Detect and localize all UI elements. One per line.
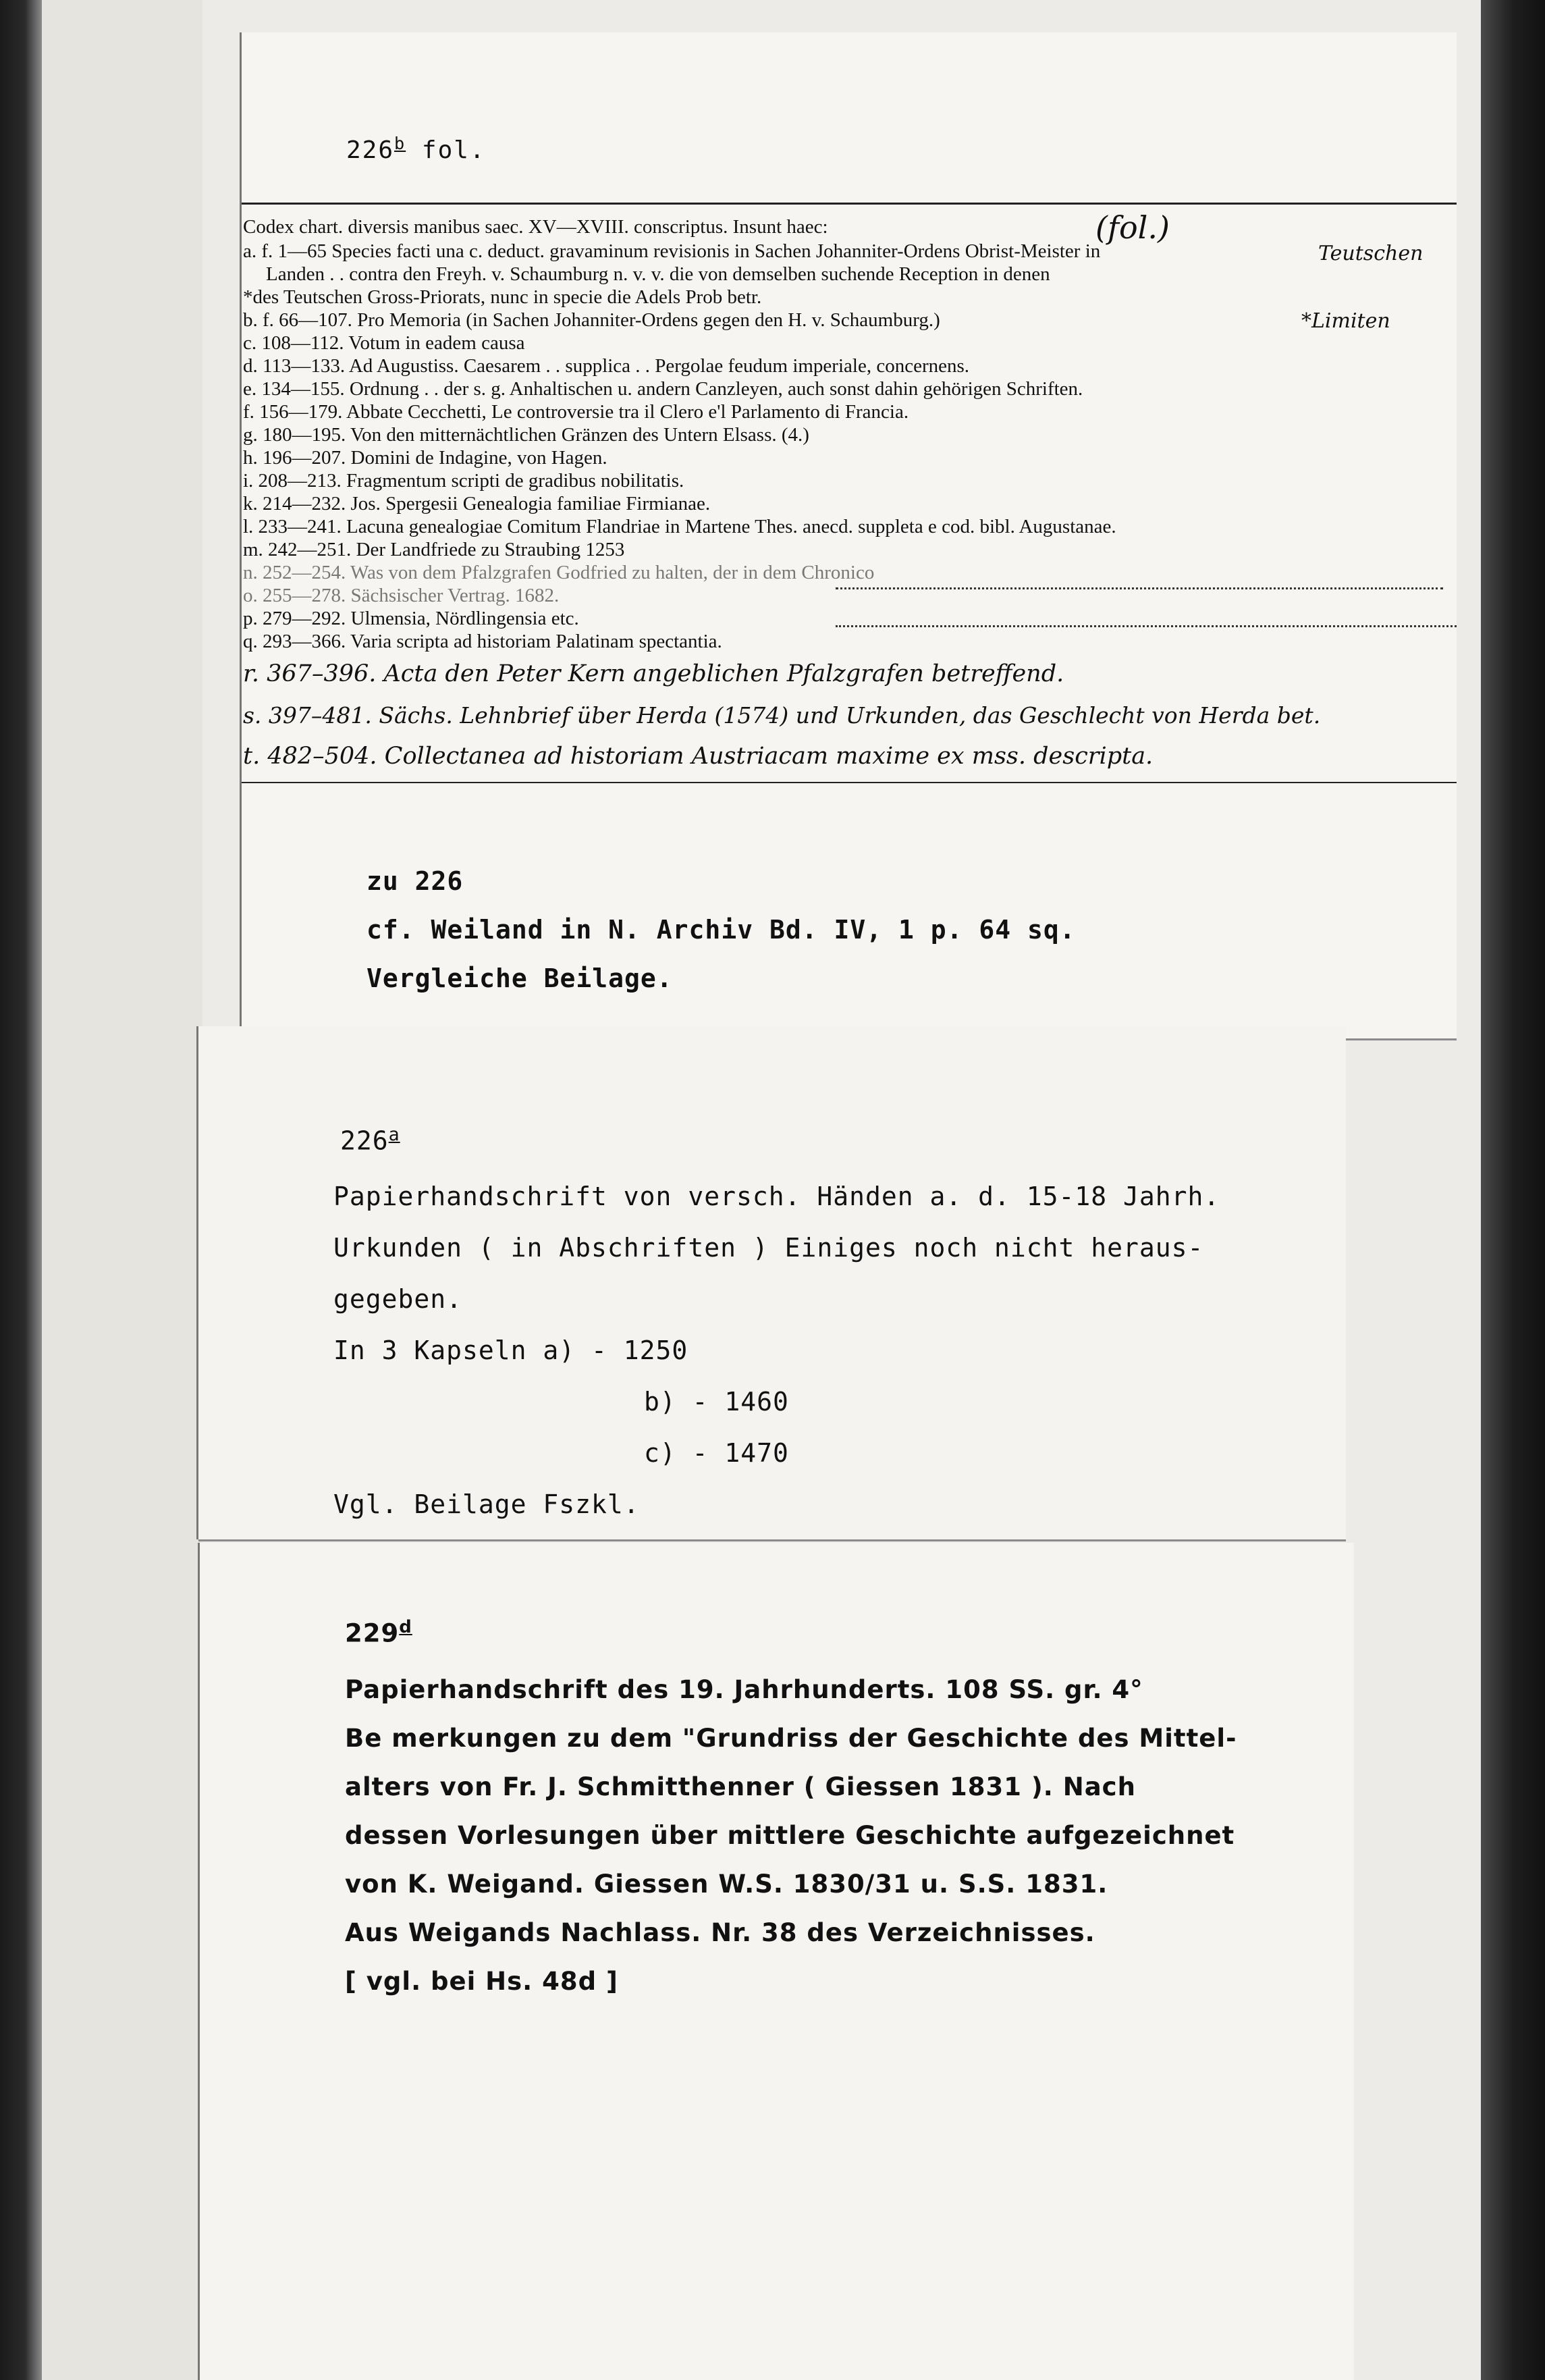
scanner-left-edge [0, 0, 42, 2380]
entry-i: i. 208—213. Fragmentum scripti de gradibus nobilitatis. [243, 470, 684, 492]
entry-b: b. f. 66—107. Pro Memoria (in Sachen Johanniter-Ordens gegen den H. v. Schaumburg.) [243, 309, 940, 331]
bot-line-7: [ vgl. bei Hs. 48d ] [345, 1967, 618, 1996]
entry-o: o. 255—278. Sächsischer Vertrag. 1682. [243, 585, 560, 606]
entry-c: c. 108—112. Votum in eadem causa [243, 332, 525, 354]
entry-a-3: *des Teutschen Gross-Priorats, nunc in specie die Adels Prob betr. [243, 286, 762, 308]
mid-line-6: c) - 1470 [644, 1438, 789, 1468]
divider [242, 203, 1457, 205]
entry-k: k. 214—232. Jos. Spergesii Genealogia familiae Firmianae. [243, 493, 711, 514]
catalog-card-229d [200, 1543, 1354, 2380]
entry-r-handwritten: r. 367–396. Acta den Peter Kern angeblichen Pfalzgrafen betreffend. [243, 660, 1064, 687]
entry-f: f. 156—179. Abbate Cecchetti, Le controversie tra il Clero e'l Parlamento di Francia. [243, 401, 909, 423]
note-weiland: cf. Weiland in N. Archiv Bd. IV, 1 p. 64 sq. [367, 915, 1076, 945]
catalog-card-226b [242, 32, 1457, 1038]
entry-d: d. 113—133. Ad Augustiss. Caesarem . . supplica . . Pergolae feudum imperiale, concernens. [243, 355, 970, 377]
card-number: 226$^a$ [340, 1124, 400, 1156]
note-zu-226: zu 226 [367, 866, 464, 896]
entry-a: a. f. 1—65 Species facti una c. deduct. gravaminum revisionis in Sachen Johanniter-Ordens Obrist-Meister in [243, 240, 1101, 262]
entry-q: q. 293—366. Varia scripta ad historiam Palatinam spectantia. [243, 631, 722, 652]
catalog-card-226a [198, 1026, 1346, 1539]
entry-l: l. 233—241. Lacuna genealogiae Comitum Flandriae in Martene Thes. anecd. suppleta e cod. bibl. Augustanae. [243, 516, 1116, 537]
bot-line-5: von K. Weigand. Giessen W.S. 1830/31 u. S.S. 1831. [345, 1870, 1108, 1899]
overwritten-rule [836, 587, 1443, 591]
entry-a-2: Landen . . contra den Freyh. v. Schaumburg n. v. v. die von demselben suchende Reception in denen [266, 263, 1050, 285]
entry-t-handwritten: t. 482–504. Collectanea ad historiam Austriacam maxime ex mss. descripta. [243, 743, 1154, 770]
divider [242, 782, 1457, 783]
note-beilage: Vergleiche Beilage. [367, 963, 673, 993]
margin-note-teutschen: Teutschen [1318, 242, 1424, 265]
bot-line-3: alters von Fr. J. Schmitthenner ( Giessen 1831 ). Nach [345, 1772, 1136, 1801]
entry-s-handwritten: s. 397–481. Sächs. Lehnbrief über Herda (1574) und Urkunden, das Geschlecht von Herda bet. [243, 702, 1321, 729]
bot-line-2: Be merkungen zu dem "Grundriss der Geschichte des Mittel- [345, 1724, 1237, 1753]
mid-line-5: b) - 1460 [644, 1387, 789, 1417]
mid-line-1: Papierhandschrift von versch. Händen a. d. 15-18 Jahrh. [333, 1182, 1220, 1211]
entry-g: g. 180—195. Von den mitternächtlichen Gränzen des Untern Elsass. (4.) [243, 424, 809, 446]
entry-p: p. 279—292. Ulmensia, Nördlingensia etc. [243, 608, 579, 629]
folio-heading: 226$^b$ fol. [346, 134, 486, 164]
bot-line-4: dessen Vorlesungen über mittlere Geschichte aufgezeichnet [345, 1821, 1235, 1850]
dotted-rule [836, 625, 1457, 629]
codex-handwritten: (fol.) [1095, 209, 1170, 246]
bot-line-1: Papierhandschrift des 19. Jahrhunderts. 108 SS. gr. 4° [345, 1675, 1143, 1704]
bot-line-6: Aus Weigands Nachlass. Nr. 38 des Verzeichnisses. [345, 1918, 1095, 1947]
entry-m: m. 242—251. Der Landfriede zu Straubing 1253 [243, 539, 625, 560]
codex-line: Codex chart. diversis manibus saec. XV—XVIII. conscriptus. Insunt haec: [243, 216, 828, 238]
card-number: 229$^d$ [345, 1617, 412, 1648]
entry-e: e. 134—155. Ordnung . . der s. g. Anhaltischen u. andern Canzleyen, auch sonst dahin gehörigen Schriften. [243, 378, 1083, 400]
mid-line-3: gegeben. [333, 1284, 463, 1314]
mid-line-2: Urkunden ( in Abschriften ) Einiges noch nicht heraus- [333, 1233, 1204, 1263]
entry-h: h. 196—207. Domini de Indagine, von Hagen. [243, 447, 607, 469]
entry-n: n. 252—254. Was von dem Pfalzgrafen Godfried zu halten, der in dem Chronico [243, 562, 875, 583]
mid-line-7: Vgl. Beilage Fszkl. [333, 1489, 640, 1519]
scanner-right-edge [1481, 0, 1545, 2380]
margin-note-limiten: *Limiten [1301, 309, 1390, 333]
mid-line-4: In 3 Kapseln a) - 1250 [333, 1336, 688, 1365]
